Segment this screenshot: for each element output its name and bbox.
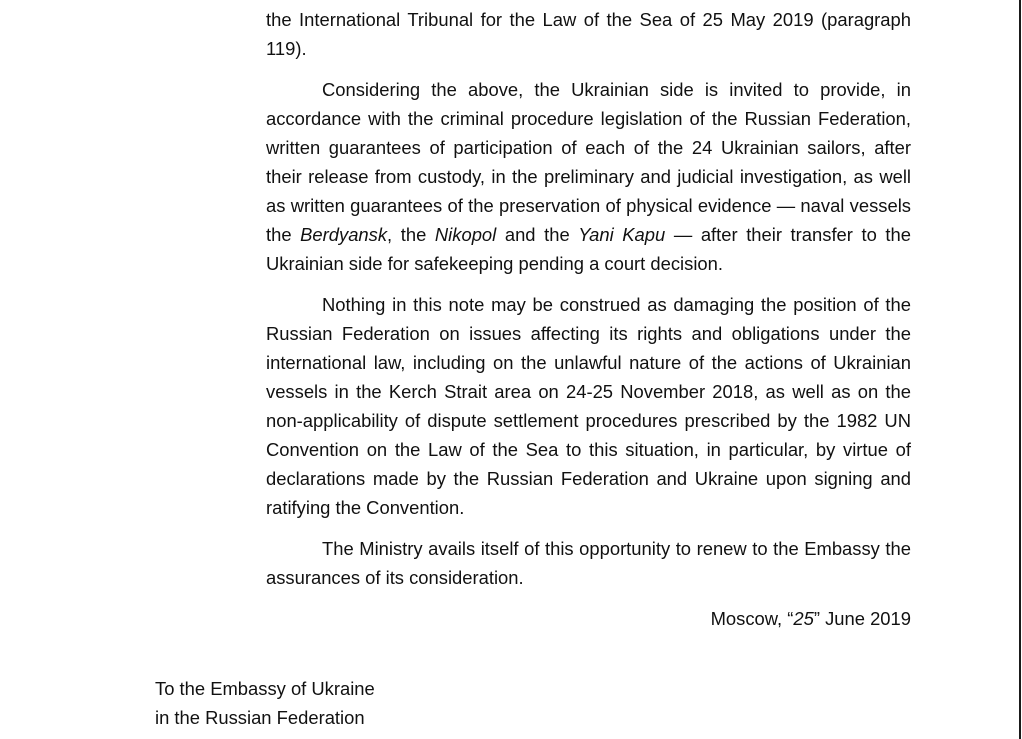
- position-paragraph: Nothing in this note may be construed as damaging the position of the Russian Federation on issues affecting its rights and obligations under the international law, including on the unlawful nature of the actions of Ukrainian vessels in the Kerch Strait area on 24-25 November 2018, as well as on the non-applicability of dispute settlement procedures prescribed by the 1982 UN Convention on the Law of the Sea to this situation, in particular, by virtue of declarations made by the Russian Federation and Ukraine upon signing and ratifying the Convention.: [266, 294, 911, 518]
- dateline: [266, 604, 911, 633]
- guarantees-text-part2: — after their transfer to the Ukrainian side for safekeeping pending a court decision.: [266, 224, 911, 274]
- vessel-berdyansk: Berdyansk: [300, 224, 388, 245]
- dateline-suffix: ” June 2019: [813, 608, 911, 629]
- guarantees-text-part1: Considering the above, the Ukrainian side is invited to provide, in accordance with the criminal procedure legislation of the Russian Federation, written guarantees of participation of each of the 24 Ukrainian sailors, after their release from custody, in the preliminary and judicial investigation, as well as written guarantees of the preservation of physical evidence — naval vessels the: [266, 79, 911, 245]
- dateline-day: 25: [793, 608, 814, 629]
- closing-paragraph: The Ministry avails itself of this opportunity to renew to the Embassy the assurances of its consideration.: [266, 538, 911, 588]
- document-body: [266, 5, 911, 633]
- guarantees-separator-2: and the: [496, 224, 579, 245]
- guarantees-separator-1: , the: [387, 224, 435, 245]
- recipient-address: [155, 674, 375, 732]
- dateline-prefix: Moscow, “: [710, 608, 794, 629]
- continuation-paragraph: the International Tribunal for the Law of the Sea of 25 May 2019 (paragraph 119).: [266, 9, 911, 59]
- vessel-nikopol: Nikopol: [434, 224, 497, 245]
- vessel-yani-kapu: Yani Kapu: [578, 224, 666, 245]
- address-line-2: in the Russian Federation: [155, 707, 365, 728]
- guarantees-paragraph: [266, 75, 911, 278]
- address-line-1: To the Embassy of Ukraine: [155, 678, 375, 699]
